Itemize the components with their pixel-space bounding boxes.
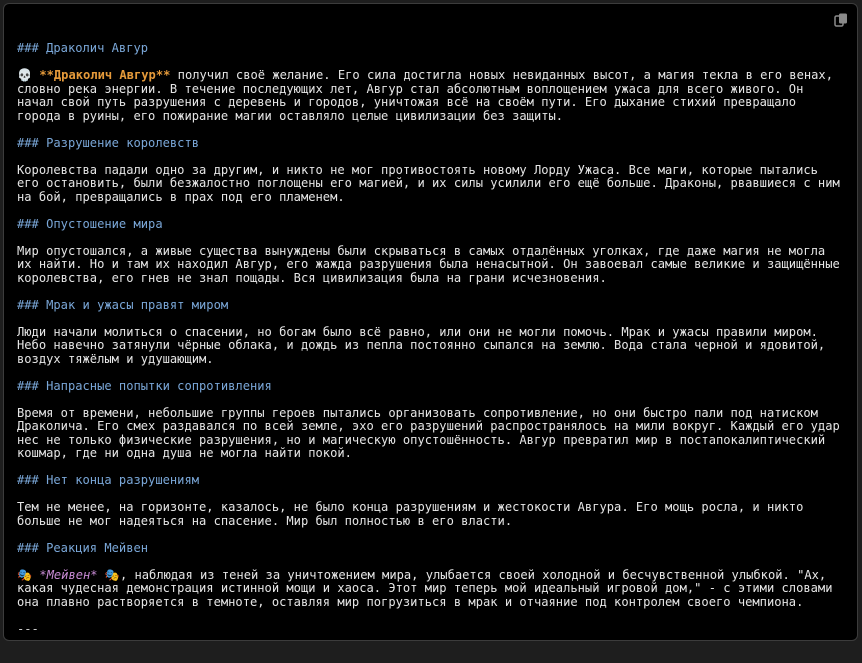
paragraph-5: Время от времени, небольшие группы героев пытались организовать сопротивление, но они быстро пали под натиском Дракoлича. Его смех раздавался по всей земле, эхо его разрушений распространялось на мили вокруг. Каждый его удар нес не только физические разрушения, но и магическую опустошённость. Авгур превратил мир в постапокалиптический кошмар, где ни одна душа не могла найти покой. <box>17 405 848 460</box>
paragraph-6: Тем не менее, на горизонте, казалось, не было конца разрушениям и жестокости Авгура. Его мощь росла, и никто больше не мог надеяться на спасение. Мир был полностью в его власти. <box>17 500 811 528</box>
paragraph-1 <box>17 69 843 123</box>
heading-6: ### Нет конца разрушениям <box>17 473 200 487</box>
message-content <box>17 15 848 663</box>
paragraph-1-text: получил своё желание. Его сила достигла новых невиданных высот, а магия текла в его венах, словно река энергии. В течение последующих лет, Авгур стал абсолютным воплощением ужаса для всего живого. Он начал свой путь разрушения с деревень и городов, уничтожая всё на своём пути. Его дыхание стихий превращало города в руины, его пожирание магии оставляло целые цивилизации без защиты. <box>17 68 841 123</box>
heading-4: ### Мрак и ужасы правят миром <box>17 297 229 312</box>
masks-icon: 🎭 <box>104 567 120 582</box>
paragraph-3: Мир опустошался, а живые существа вынуждены были скрываться в самых отдалённых уголках, где даже магия не могла их найти. Но и там их находил Авгур, его жажда разрушения была ненасытной. Он завоевал самые великие и защищённые королевства, его гнев не знал пощады. Вся цивилизация была на грани исчезновения. <box>17 243 848 285</box>
heading-7: ### Реакция Мейвен <box>17 540 149 555</box>
italic-name: *Мейвен* <box>39 567 98 582</box>
heading-2: ### Разрушение королевств <box>17 135 200 150</box>
heading-3: ### Опустошение мира <box>17 216 163 231</box>
paragraph-2: Королевства падали одно за другим, и никто не мог противостоять новому Лорду Ужаса. Все маги, которые пытались его остановить, были безжалостно поглощены его магией, и их силы усилили его ещё больше. Драконы, рвавшиеся с ним на бой, превращались в прах под его пламенем. <box>17 162 848 204</box>
bold-marker-close: ** <box>155 68 171 82</box>
bold-marker-open: ** <box>39 68 54 82</box>
heading-5: ### Напрасные попытки сопротивления <box>17 378 272 393</box>
horizontal-rule: --- <box>17 621 39 636</box>
skull-icon: 💀 <box>17 68 33 82</box>
paragraph-7 <box>17 569 843 610</box>
masks-icon: 🎭 <box>17 567 33 582</box>
paragraph-7-text: , наблюдая из теней за уничтожением мира, улыбается своей холодной и бесчувственной улыбкой. "Ах, какая чудесная демонстрация истинной мощи и хаоса. Этот мир теперь мой идеальный игровой дом," - с этими словами она плавно растворяется в темноте, оставляя мир погрузиться в мрак и отчаяние под контролем своего чемпиона. <box>17 567 840 609</box>
bold-name: Дракoлич Авгур <box>53 68 156 82</box>
message-panel <box>3 3 858 641</box>
heading-1: ### Дракoлич Авгур <box>17 41 149 55</box>
paragraph-4: Люди начали молиться о спасении, но богам было всё равно, или они не могли помочь. Мрак и ужасы правили миром. Небо навечно затянули чёрные облака, и дождь из пепла постоянно сыпался на землю. Вода стала черной и ядовитой, воздух тяжёлым и удушающим. <box>17 324 833 366</box>
